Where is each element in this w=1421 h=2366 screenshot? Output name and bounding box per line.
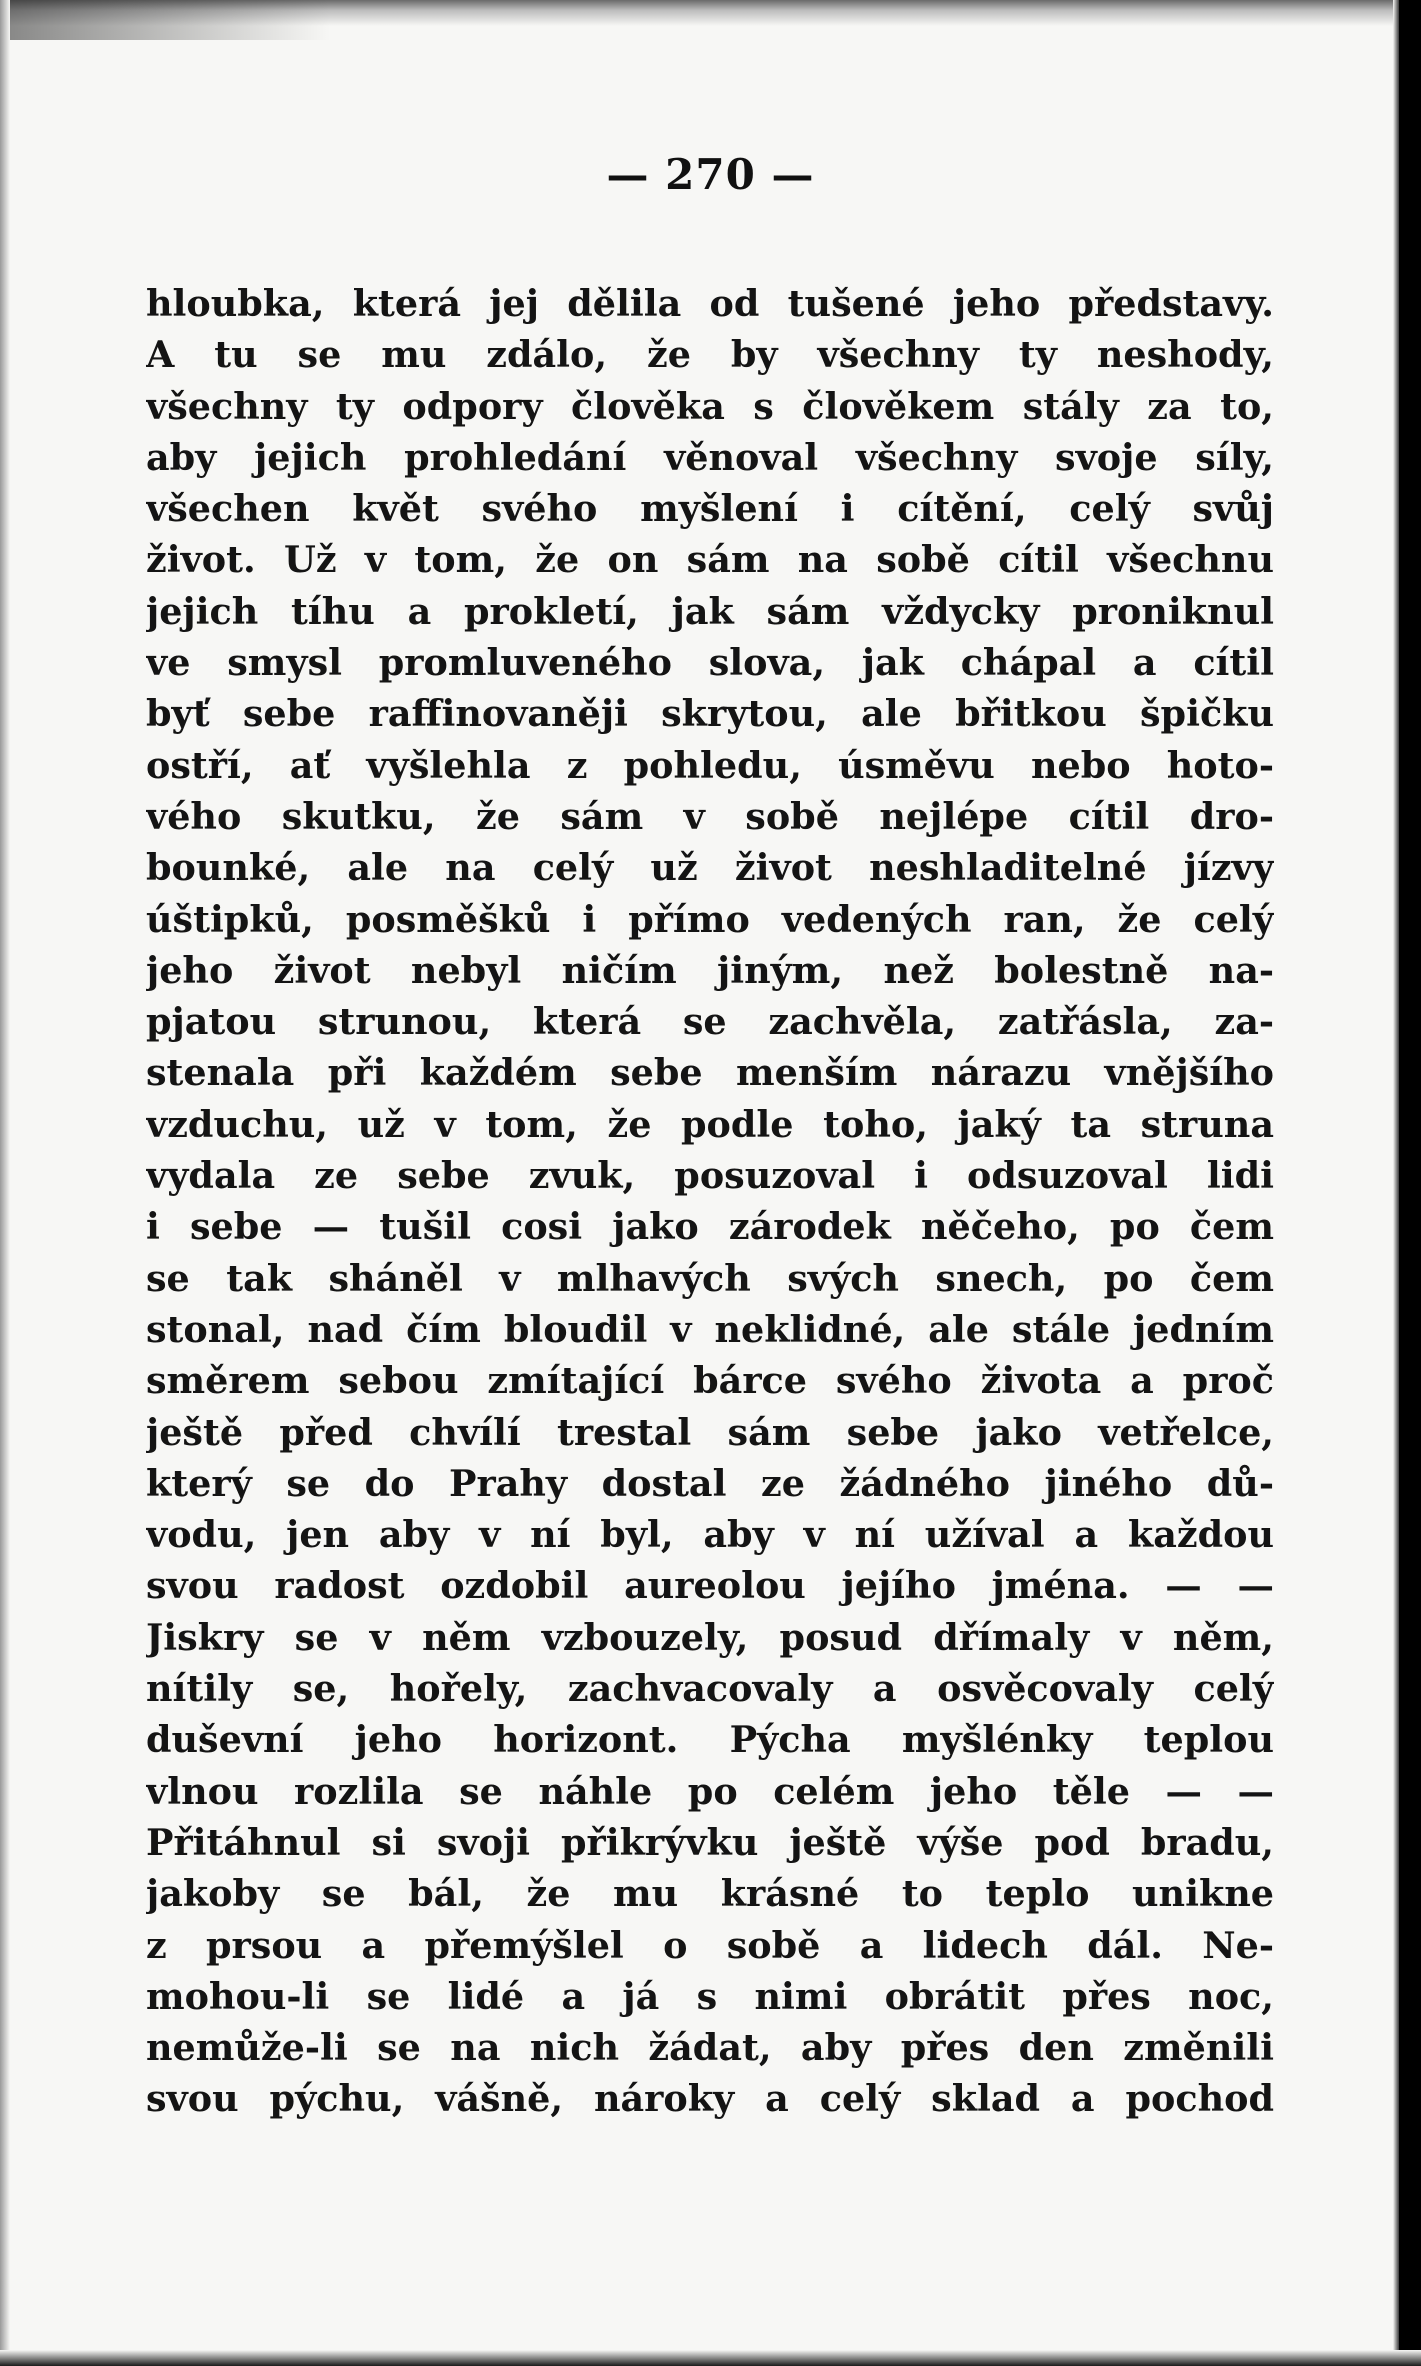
text-line: byť sebe raffinovaněji skrytou, ale břitkou špičku	[146, 692, 1274, 736]
text-line: nemůže-li se na nich žádat, aby přes den změnili	[146, 2026, 1274, 2070]
text-line: Jiskry se v něm vzbouzely, posud dřímaly v něm,	[146, 1615, 1274, 1659]
text-line: svou pýchu, vášně, nároky a celý sklad a pochod	[146, 2077, 1274, 2121]
page-number: — 270 —	[606, 150, 815, 199]
text-line: pjatou strunou, která se zachvěla, zatřásla, za-	[146, 1000, 1274, 1044]
text-line: Přitáhnul si svoji přikrývku ještě výše pod bradu,	[146, 1820, 1274, 1864]
body-text	[146, 278, 1274, 2125]
text-line: jakoby se bál, že mu krásné to teplo unikne	[146, 1872, 1274, 1916]
text-line: A tu se mu zdálo, že by všechny ty neshody,	[146, 333, 1274, 377]
text-line: život. Už v tom, že on sám na sobě cítil všechnu	[146, 538, 1274, 582]
text-line: mohou-li se lidé a já s nimi obrátit přes noc,	[146, 1974, 1274, 2018]
text-line: bounké, ale na celý už život neshladitelné jízvy	[146, 846, 1274, 890]
scan-corner-shadow	[0, 0, 330, 40]
text-line: úštipků, posměšků i přímo vedených ran, že celý	[146, 897, 1274, 941]
text-line: i sebe — tušil cosi jako zárodek něčeho, po čem	[146, 1205, 1274, 1249]
text-line: stenala při každém sebe menším nárazu vnějšího	[146, 1051, 1274, 1095]
text-line: ve smysl promluveného slova, jak chápal a cítil	[146, 641, 1274, 685]
scan-right-border	[1399, 0, 1421, 2366]
scan-bottom-edge	[0, 2350, 1421, 2366]
text-line: svou radost ozdobil aureolou jejího jména. — —	[146, 1564, 1274, 1608]
text-line: stonal, nad čím bloudil v neklidné, ale stále jedním	[146, 1307, 1274, 1351]
text-line: aby jejich prohledání věnoval všechny svoje síly,	[146, 435, 1274, 479]
text-line: směrem sebou zmítající bárce svého života a proč	[146, 1359, 1274, 1403]
text-line: vzduchu, už v tom, že podle toho, jaký ta struna	[146, 1102, 1274, 1146]
text-line: vého skutku, že sám v sobě nejlépe cítil dro-	[146, 794, 1274, 838]
text-line: se tak sháněl v mlhavých svých snech, po čem	[146, 1256, 1274, 1300]
text-line: jejich tíhu a prokletí, jak sám vždycky proniknul	[146, 589, 1274, 633]
text-line: hloubka, která jej dělila od tušené jeho představy.	[146, 282, 1274, 325]
text-line: vlnou rozlila se náhle po celém jeho těle — —	[146, 1769, 1274, 1813]
text-line: vodu, jen aby v ní byl, aby v ní užíval a každou	[146, 1513, 1274, 1557]
text-line: z prsou a přemýšlel o sobě a lidech dál. Ne-	[146, 1923, 1274, 1967]
text-line: který se do Prahy dostal ze žádného jiného dů-	[146, 1461, 1274, 1505]
text-line: vydala ze sebe zvuk, posuzoval i odsuzoval lidi	[146, 1154, 1274, 1198]
text-line: nítily se, hořely, zachvacovaly a osvěcovaly celý	[146, 1667, 1274, 1711]
text-line: duševní jeho horizont. Pýcha myšlénky teplou	[146, 1718, 1274, 1762]
text-line: všechny ty odpory člověka s člověkem stály za to,	[146, 384, 1274, 428]
text-line: všechen květ svého myšlení i cítění, celý svůj	[146, 487, 1274, 531]
text-line: jeho život nebyl ničím jiným, než bolestně na-	[146, 948, 1274, 992]
text-line: ještě před chvílí trestal sám sebe jako vetřelce,	[146, 1410, 1274, 1454]
scan-left-edge	[0, 0, 10, 2366]
text-line: ostří, ať vyšlehla z pohledu, úsměvu nebo hoto-	[146, 743, 1274, 787]
